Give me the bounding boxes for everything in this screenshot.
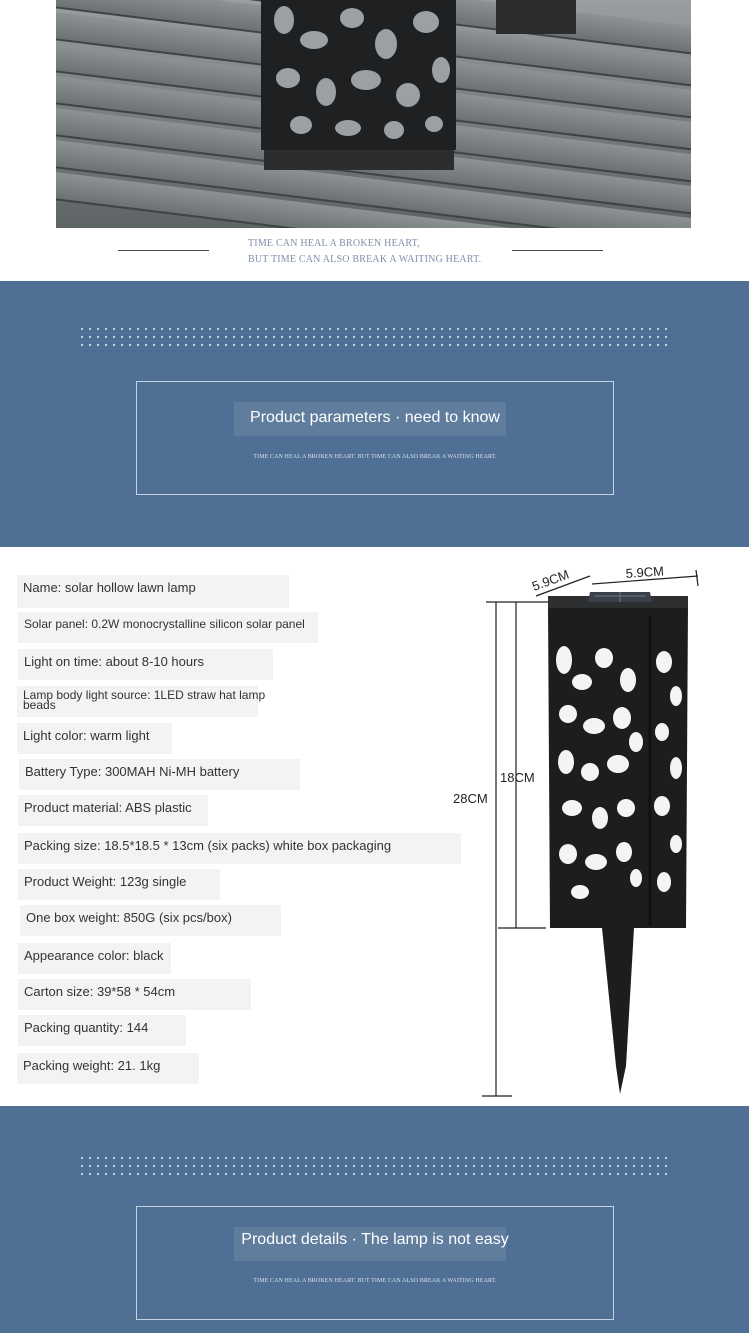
spec-packing-qty: [18, 1015, 186, 1046]
hero-quote: [248, 236, 508, 268]
spec-weight: [18, 869, 220, 900]
spec-text: Carton size: 39*58 * 54cm: [24, 984, 176, 999]
spec-solar-panel: [18, 612, 318, 643]
details-subtitle: TIME CAN HEAL A BROKEN HEART. BUT TIME CAN ALSO BREAK A WAITING HEART.: [253, 1278, 497, 1284]
dimension-diagram: [440, 556, 740, 1101]
spec-material: [18, 795, 208, 826]
height-dimension: [482, 602, 548, 1096]
parameters-frame: [136, 381, 614, 495]
hero-quote-line1: TIME CAN HEAL A BROKEN HEART,: [248, 238, 420, 249]
spec-text: Light on time: about 8-10 hours: [24, 654, 204, 669]
spec-text: Solar panel: 0.2W monocrystalline silicon solar panel: [24, 617, 305, 631]
spec-text: Name: solar hollow lawn lamp: [23, 580, 196, 595]
details-title: Product details · The lamp is not easy: [241, 1231, 509, 1248]
width-left-label: 5.9CM: [529, 566, 572, 594]
spec-text: Packing size: 18.5*18.5 * 13cm (six packs) white box packaging: [24, 838, 392, 853]
body-height-label: 18CM: [500, 770, 535, 785]
quote-rule-right: [512, 250, 603, 251]
spec-text: Light color: warm light: [23, 728, 150, 743]
spec-text: One box weight: 850G (six pcs/box): [26, 910, 232, 925]
spec-name: [17, 575, 289, 608]
spec-light-color: [17, 723, 172, 754]
spec-text: Packing quantity: 144: [24, 1020, 149, 1035]
spec-text: Lamp body light source: 1LED straw hat lamp: [23, 688, 266, 702]
details-banner: [0, 1106, 749, 1333]
spec-light-on-time: [18, 649, 273, 680]
hero-photo: [56, 0, 691, 228]
spec-packing-size: [18, 833, 461, 864]
spec-text: Appearance color: black: [24, 948, 164, 963]
dotted-divider: [78, 1154, 673, 1176]
spec-packing-weight: [17, 1053, 199, 1084]
width-right-label: 5.9CM: [625, 563, 665, 581]
hero-quote-line2: BUT TIME CAN ALSO BREAK A WAITING HEART.: [248, 254, 482, 265]
spec-light-source: [17, 686, 266, 717]
parameters-subtitle: TIME CAN HEAL A BROKEN HEART. BUT TIME CAN ALSO BREAK A WAITING HEART.: [253, 454, 497, 460]
total-height-label: 28CM: [453, 791, 488, 806]
spec-text: Packing weight: 21. 1kg: [23, 1058, 161, 1073]
parameters-banner: [0, 281, 749, 547]
lamp-photo: [56, 0, 691, 228]
spec-text: beads: [23, 698, 56, 712]
spec-box-weight: [20, 905, 281, 936]
spec-text: Product Weight: 123g single: [24, 874, 187, 889]
parameters-title: Product parameters · need to know: [250, 409, 500, 426]
quote-rule-left: [118, 250, 209, 251]
spec-battery: [19, 759, 300, 790]
spec-color: [18, 943, 171, 974]
dotted-divider: [78, 325, 673, 347]
details-frame: [136, 1206, 614, 1320]
spec-text: Battery Type: 300MAH Ni-MH battery: [25, 764, 240, 779]
lamp-illustration: [548, 592, 688, 1094]
spec-text: Product material: ABS plastic: [24, 800, 192, 815]
spec-carton-size: [18, 979, 251, 1010]
